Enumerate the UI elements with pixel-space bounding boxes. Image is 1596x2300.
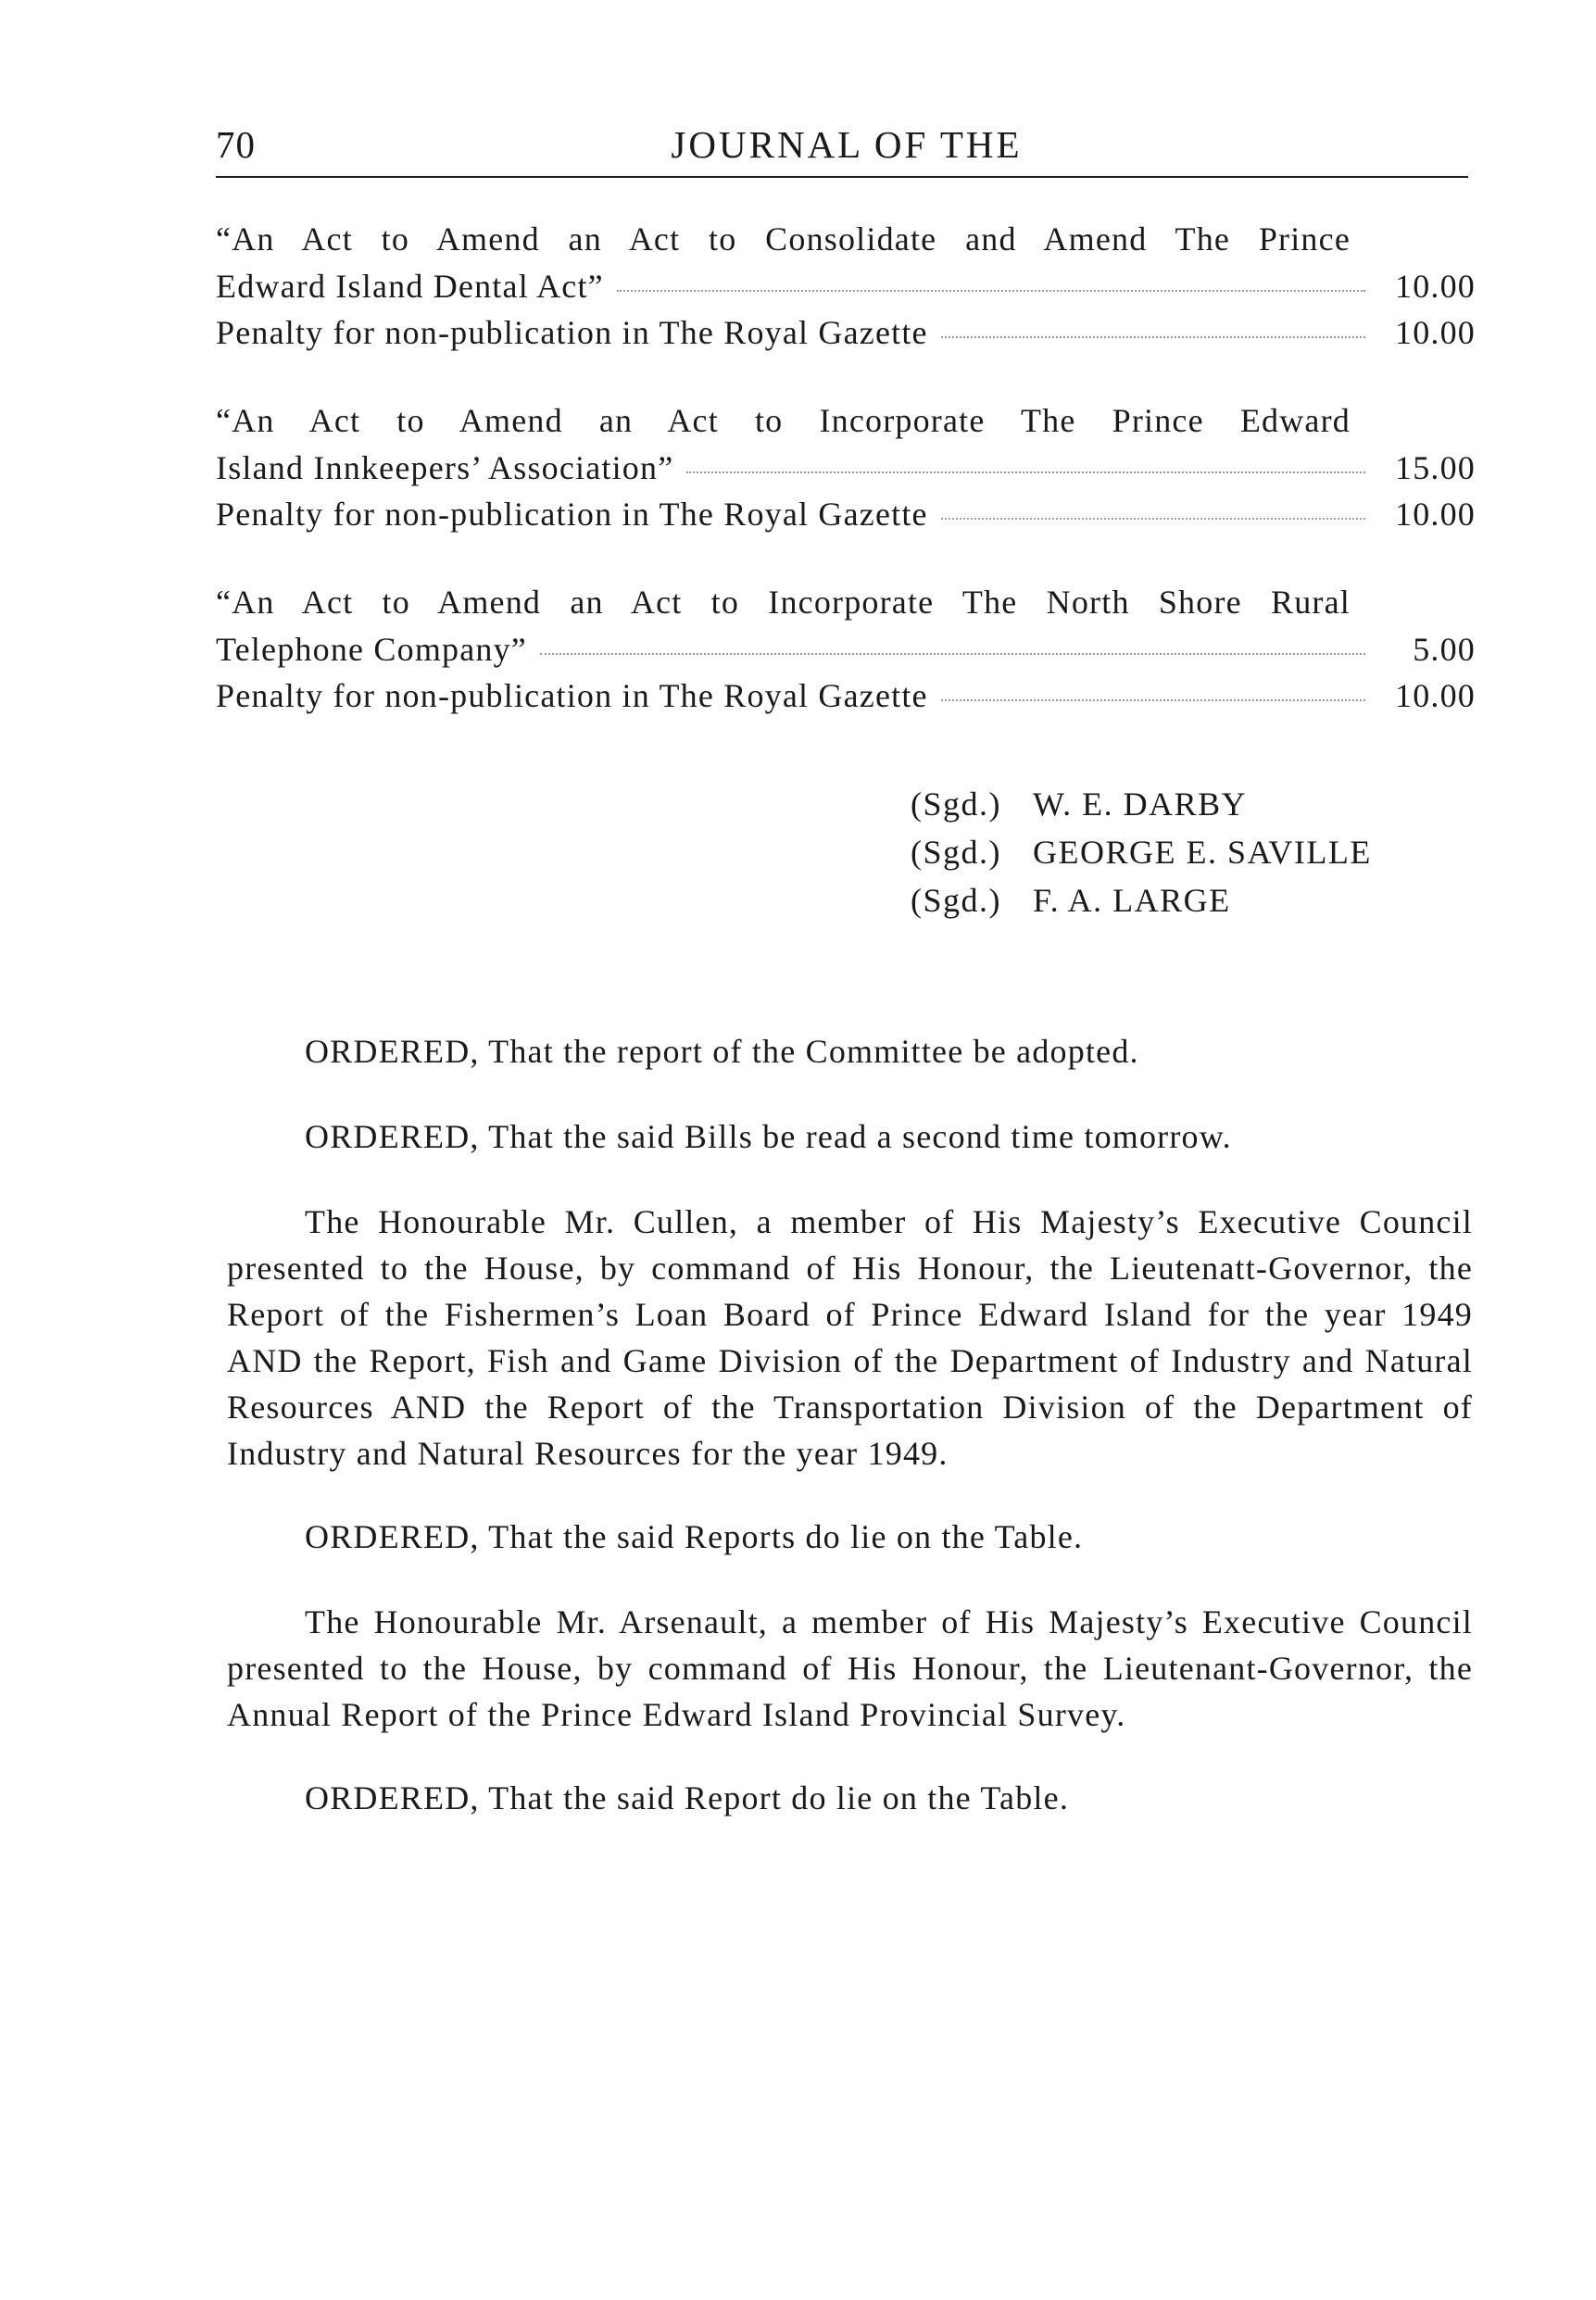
- fee-amount: 10.00: [1395, 268, 1476, 305]
- fee-label: Island Innkeepers’ Association”: [216, 449, 674, 486]
- fee-row: [216, 491, 1476, 537]
- header-rule: [216, 176, 1468, 178]
- fee-label: Penalty for non-publication in The Royal Gazette: [216, 677, 928, 714]
- journal-body: [227, 1028, 1473, 1860]
- dot-leader: [941, 699, 1365, 701]
- order-paragraph: ORDERED, That the said Reports do lie on the Table.: [305, 1518, 1084, 1555]
- signatory-name: GEORGE E. SAVILLE: [1033, 834, 1372, 871]
- fee-label: Edward Island Dental Act”: [216, 268, 604, 305]
- fee-label: Penalty for non-publication in The Royal Gazette: [216, 496, 928, 533]
- signature-block: [911, 780, 1372, 924]
- fee-group-title: “An Act to Amend an Act to Consolidate and Amend The Prince: [216, 220, 1351, 258]
- fee-amount: 10.00: [1395, 677, 1476, 714]
- order-paragraph: ORDERED, That the said Report do lie on the Table.: [305, 1779, 1070, 1816]
- dot-leader: [941, 518, 1365, 520]
- dot-leader: [617, 290, 1365, 292]
- page-number: 70: [216, 123, 256, 166]
- fee-row: [216, 672, 1476, 719]
- signature-prefix: (Sgd.): [911, 882, 1001, 919]
- dot-leader: [540, 653, 1365, 655]
- fee-group-dental-act: [216, 215, 1476, 356]
- signature-prefix: (Sgd.): [911, 786, 1001, 823]
- fee-group-telephone-act: [216, 578, 1476, 719]
- fee-label: Telephone Company”: [216, 631, 527, 668]
- fee-amount: 10.00: [1395, 314, 1476, 351]
- proceedings-paragraph: The Honourable Mr. Arsenault, a member of His Majesty’s Executive Council presented to the House, by command of His Honour, the Lieutenant-Governor, the Annual Report of the Prince Edward Island Provincial Survey.: [227, 1603, 1473, 1733]
- fee-amount: 10.00: [1395, 496, 1476, 533]
- fee-list: [216, 215, 1476, 760]
- fee-label: Penalty for non-publication in The Royal Gazette: [216, 314, 928, 351]
- proceedings-paragraph: The Honourable Mr. Cullen, a member of His Majesty’s Executive Council presented to the House, by command of His Honour, the Lieutenatt-Governor, the Report of the Fishermen’s Loan Board of Prince Edward Island for the year 1949 AND the Report, Fish and Game Division of the Department of Industry and Natural Resources AND the Report of the Transportation Division of the Department of Industry and Natural Resources for the year 1949.: [227, 1203, 1473, 1472]
- signature-line: [911, 780, 1372, 828]
- fee-amount: 5.00: [1413, 631, 1476, 668]
- order-paragraph: ORDERED, That the report of the Committee be adopted.: [305, 1033, 1139, 1070]
- fee-group-title: “An Act to Amend an Act to Incorporate The North Shore Rural: [216, 584, 1351, 621]
- fee-group-innkeepers-act: [216, 396, 1476, 537]
- fee-row: [216, 445, 1476, 491]
- fee-row: [216, 309, 1476, 356]
- fee-row: [216, 626, 1476, 672]
- fee-amount: 15.00: [1395, 449, 1476, 486]
- signature-line: [911, 828, 1372, 876]
- page-header: [216, 122, 1468, 174]
- signatory-name: F. A. LARGE: [1033, 882, 1231, 919]
- fee-group-title: “An Act to Amend an Act to Incorporate The Prince Edward: [216, 402, 1351, 439]
- order-paragraph: ORDERED, That the said Bills be read a second time tomorrow.: [305, 1118, 1232, 1155]
- signature-prefix: (Sgd.): [911, 834, 1001, 871]
- dot-leader: [941, 336, 1365, 338]
- fee-row: [216, 263, 1476, 309]
- running-head: JOURNAL OF THE: [671, 123, 1023, 166]
- signature-line: [911, 876, 1372, 924]
- signatory-name: W. E. DARBY: [1033, 786, 1248, 823]
- dot-leader: [686, 471, 1365, 473]
